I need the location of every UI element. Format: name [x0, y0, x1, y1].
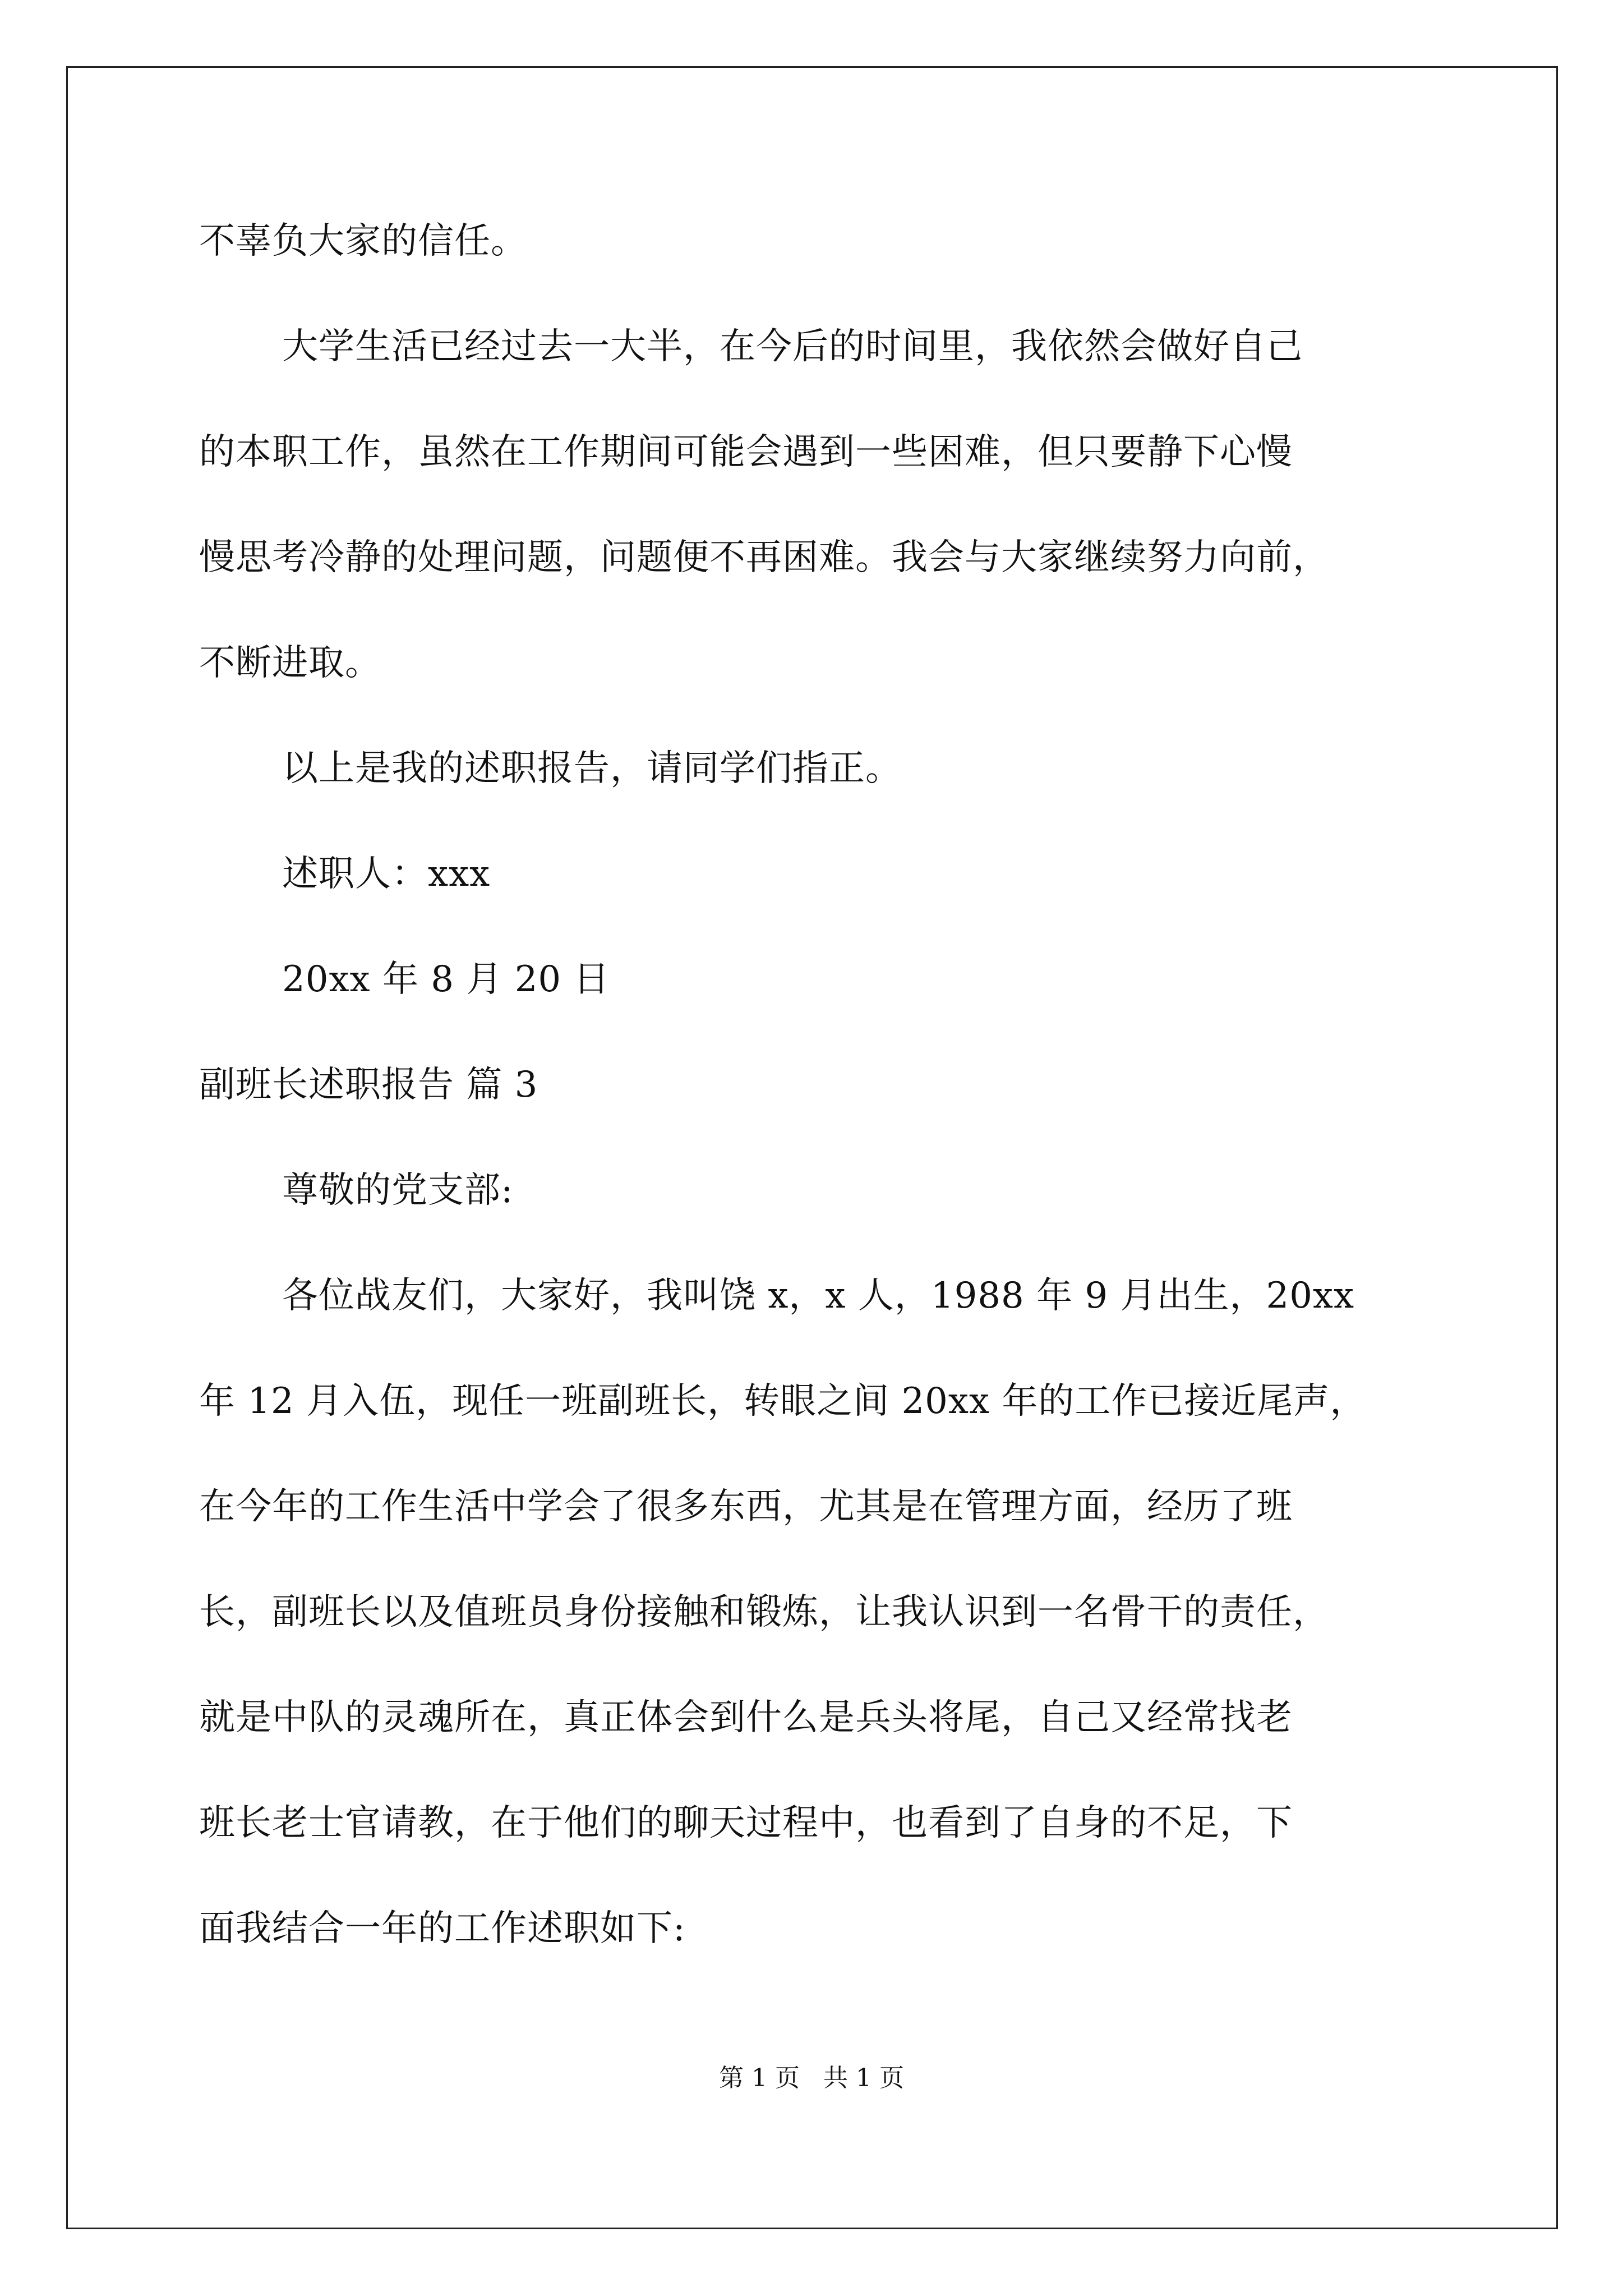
text-line: 就是中队的灵魂所在，真正体会到什么是兵头将尾，自己又经常找老: [199, 1697, 1293, 1738]
text-line: 不断进取。: [199, 642, 381, 684]
text-line: 面我结合一年的工作述职如下:: [199, 1908, 686, 1949]
document-body: [199, 210, 1433, 2003]
signature-line: 述职人：xxx: [282, 853, 491, 895]
text-line: 各位战友们，大家好，我叫饶 x，x 人，1988 年 9 月出生，20xx: [282, 1275, 1355, 1317]
salutation: 尊敬的党支部:: [282, 1170, 514, 1211]
text-line: 慢思考冷静的处理问题，问题便不再困难。我会与大家继续努力向前，: [199, 537, 1329, 578]
text-line: 年 12 月入伍，现任一班副班长，转眼之间 20xx 年的工作已接近尾声，: [199, 1381, 1367, 1422]
page-number: 第 1 页: [719, 2064, 800, 2092]
text-line: 在今年的工作生活中学会了很多东西，尤其是在管理方面，经历了班: [199, 1486, 1293, 1527]
section-heading: 副班长述职报告 篇 3: [199, 1064, 538, 1106]
text-line: 班长老士官请教，在于他们的聊天过程中，也看到了自身的不足，下: [199, 1802, 1293, 1844]
text-line: 以上是我的述职报告，请同学们指正。: [282, 748, 902, 789]
text-line: 不辜负大家的信任。: [199, 220, 527, 262]
page-total: 共 1 页: [823, 2064, 904, 2092]
text-line: 的本职工作，虽然在工作期间可能会遇到一些困难，但只要静下心慢: [199, 431, 1293, 473]
date-line: 20xx 年 8 月 20 日: [282, 959, 610, 1000]
text-line: 长，副班长以及值班员身份接触和锻炼，让我认识到一名骨干的责任，: [199, 1591, 1329, 1633]
text-line: 大学生活已经过去一大半，在今后的时间里，我依然会做好自己: [282, 326, 1303, 367]
page-footer: [0, 2062, 1623, 2095]
